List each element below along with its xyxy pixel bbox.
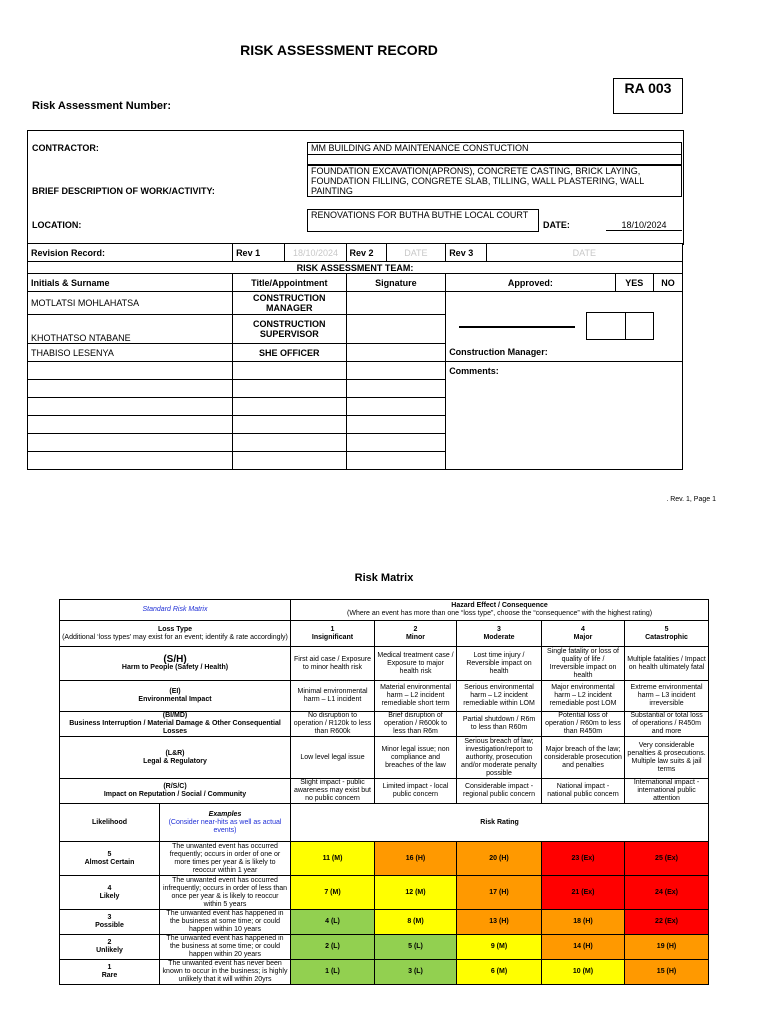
col-approved: Approved: xyxy=(446,274,615,292)
consequence-header xyxy=(542,621,625,647)
loss-type-code: (EI) xyxy=(169,688,181,695)
loss-type-row xyxy=(60,779,709,804)
consequence-description: Limited impact - local public concern xyxy=(375,779,457,804)
approval-signature-line xyxy=(459,326,575,328)
location-label: LOCATION: xyxy=(32,220,82,230)
risk-rating-cell: 5 (L) xyxy=(375,935,457,960)
likelihood-example: The unwanted event has happened in the business at some time; or could happen within 20 years xyxy=(160,935,291,960)
consequence-description: Minimal environmental harm – L1 incident xyxy=(291,681,375,712)
likelihood-row xyxy=(60,935,709,960)
risk-rating-cell: 16 (H) xyxy=(375,842,457,876)
date-field[interactable]: 18/10/2024 xyxy=(606,220,682,231)
risk-rating-cell: 21 (Ex) xyxy=(542,876,625,910)
risk-rating-cell: 1 (L) xyxy=(291,960,375,985)
member-title[interactable]: SHE OFFICER xyxy=(233,344,346,362)
consequence-name: Moderate xyxy=(483,633,515,641)
consequence-description: Potential loss of operation / R60m to less than R450m xyxy=(542,712,625,737)
page-footer: . Rev. 1, Page 1 xyxy=(666,496,716,503)
consequence-description: Major breach of the law; considerable prosecution and penalties xyxy=(542,737,625,779)
approval-cell xyxy=(446,292,683,344)
member-signature[interactable] xyxy=(346,398,446,416)
loss-type-code: (BI/MD) xyxy=(162,712,188,719)
rev2-label: Rev 2 xyxy=(346,244,386,262)
risk-rating-cell: 4 (L) xyxy=(291,910,375,935)
likelihood-num: 1 xyxy=(107,964,112,971)
risk-rating-cell: 13 (H) xyxy=(457,910,542,935)
risk-rating-cell: 3 (L) xyxy=(375,960,457,985)
yes-checkbox[interactable] xyxy=(586,312,626,340)
contractor-field[interactable]: MM BUILDING AND MAINTENANCE CONSTUCTION xyxy=(307,142,682,155)
examples-header xyxy=(160,804,291,842)
member-signature[interactable] xyxy=(346,380,446,398)
loss-type-name: Environmental Impact xyxy=(138,696,212,703)
comments-field[interactable] xyxy=(446,416,683,434)
consequence-description: Very considerable penalties & prosecutions. Multiple law suits & jail terms xyxy=(625,737,709,779)
hazard-subtitle: (Where an event has more than one “loss type”, choose the “consequence” with the highest rating) xyxy=(347,610,653,617)
likelihood-cell xyxy=(60,960,160,985)
member-name[interactable] xyxy=(28,434,233,452)
member-signature[interactable] xyxy=(346,416,446,434)
rev1-date[interactable]: 18/10/2024 xyxy=(285,244,346,262)
loss-type-name: Harm to People (Safety / Health) xyxy=(121,663,229,671)
likelihood-num: 3 xyxy=(107,914,112,921)
col-yes: YES xyxy=(615,274,653,292)
consequence-name: Major xyxy=(573,633,593,641)
team-row xyxy=(28,362,683,380)
member-signature[interactable] xyxy=(346,434,446,452)
consequence-description: Material environmental harm – L2 incident remediable short term xyxy=(375,681,457,712)
likelihood-row xyxy=(60,876,709,910)
consequence-description: Low level legal issue xyxy=(291,737,375,779)
loss-type-code: (S/H) xyxy=(163,653,187,665)
risk-matrix-table xyxy=(59,599,709,985)
risk-rating-cell: 18 (H) xyxy=(542,910,625,935)
risk-rating-cell: 6 (M) xyxy=(457,960,542,985)
likelihood-example: The unwanted event has happened in the business at some time; or could happen within 10 years xyxy=(160,910,291,935)
standard-matrix-label: Standard Risk Matrix xyxy=(60,600,291,621)
risk-rating-cell: 8 (M) xyxy=(375,910,457,935)
hazard-header xyxy=(291,600,709,621)
comments-field[interactable] xyxy=(446,398,683,416)
team-row xyxy=(28,344,683,362)
loss-type-cell xyxy=(60,712,291,737)
member-name[interactable] xyxy=(28,362,233,380)
loss-type-row xyxy=(60,647,709,681)
consequence-num: 4 xyxy=(581,625,585,633)
col-initials: Initials & Surname xyxy=(28,274,233,292)
member-signature[interactable] xyxy=(346,315,446,344)
loss-type-code: (L&R) xyxy=(165,749,185,757)
likelihood-example: The unwanted event has never been known to occur in the business; is highly unlikely that it will within 20yrs xyxy=(160,960,291,985)
risk-matrix-title: Risk Matrix xyxy=(354,572,414,584)
consequence-header xyxy=(625,621,709,647)
risk-rating-header: Risk Rating xyxy=(291,804,709,842)
consequence-header xyxy=(375,621,457,647)
loss-type-cell xyxy=(60,737,291,779)
no-checkbox[interactable] xyxy=(625,312,654,340)
likelihood-row xyxy=(60,960,709,985)
member-name[interactable] xyxy=(28,398,233,416)
consequence-description: Slight impact - public awareness may exist but no public concern xyxy=(291,779,375,804)
likelihood-num: 2 xyxy=(107,939,112,946)
loss-type-cell xyxy=(60,779,291,804)
consequence-description: Extreme environmental harm – L3 incident irreversible xyxy=(625,681,709,712)
risk-rating-cell: 2 (L) xyxy=(291,935,375,960)
consequence-num: 2 xyxy=(413,625,418,633)
consequence-description: Substantial or total loss of operations / R450m and more xyxy=(625,712,709,737)
risk-rating-cell: 9 (M) xyxy=(457,935,542,960)
likelihood-name: Almost Certain xyxy=(84,858,135,866)
page-title: RISK ASSESSMENT RECORD xyxy=(240,42,438,58)
team-table xyxy=(27,243,683,470)
team-title: RISK ASSESSMENT TEAM: xyxy=(28,262,683,274)
col-signature: Signature xyxy=(346,274,446,292)
ra-number-label: Risk Assessment Number: xyxy=(32,100,171,112)
col-no: NO xyxy=(653,274,682,292)
likelihood-name: Possible xyxy=(95,922,124,929)
member-title[interactable] xyxy=(233,362,346,380)
loss-type-cell xyxy=(60,647,291,681)
likelihood-cell xyxy=(60,935,160,960)
consequence-num: 5 xyxy=(664,625,669,633)
loss-type-row xyxy=(60,712,709,737)
risk-rating-cell: 11 (M) xyxy=(291,842,375,876)
consequence-description: Brief disruption of operation / R600k to less than R6m xyxy=(375,712,457,737)
consequence-description: Serious breach of law; investigation/report to authority, prosecution and/or moderate penalty possible xyxy=(457,737,542,779)
consequence-name: Minor xyxy=(405,633,426,641)
rev2-date[interactable]: DATE xyxy=(386,244,446,262)
consequence-description: First aid case / Exposure to minor health risk xyxy=(291,647,375,681)
consequence-description: Medical treatment case / Exposure to major health risk xyxy=(375,647,457,681)
member-title[interactable] xyxy=(233,380,346,398)
likelihood-cell xyxy=(60,876,160,910)
risk-rating-cell: 23 (Ex) xyxy=(542,842,625,876)
col-title: Title/Appointment xyxy=(233,274,346,292)
ra-number-box: RA 003 xyxy=(613,78,683,114)
date-label: DATE: xyxy=(543,220,570,230)
risk-rating-cell: 22 (Ex) xyxy=(625,910,709,935)
comments-label: Comments: xyxy=(446,362,683,380)
likelihood-name: Rare xyxy=(101,972,118,979)
loss-type-row xyxy=(60,681,709,712)
member-name[interactable] xyxy=(28,452,233,470)
rev3-date[interactable]: DATE xyxy=(486,244,682,262)
member-name[interactable]: MOTLATSI MOHLAHATSA xyxy=(28,292,233,315)
revision-label: Revision Record: xyxy=(28,244,233,262)
consequence-description: Major environmental harm – L2 incident remediable post LOM xyxy=(542,681,625,712)
consequence-description: No disruption to operation / R120k to less than R600k xyxy=(291,712,375,737)
risk-rating-cell: 7 (M) xyxy=(291,876,375,910)
consequence-description: Partial shutdown / R6m to less than R60m xyxy=(457,712,542,737)
likelihood-cell xyxy=(60,910,160,935)
examples-title: Examples xyxy=(208,810,242,818)
rev1-label: Rev 1 xyxy=(233,244,285,262)
consequence-num: 1 xyxy=(330,625,335,633)
comments-field[interactable] xyxy=(446,380,683,398)
member-title[interactable] xyxy=(233,416,346,434)
member-signature[interactable] xyxy=(346,292,446,315)
member-title[interactable] xyxy=(233,434,346,452)
consequence-description: Single fatality or loss of quality of life / Irreversible impact on health xyxy=(542,647,625,681)
member-signature[interactable] xyxy=(346,344,446,362)
consequence-header xyxy=(457,621,542,647)
consequence-description: Minor legal issue; non compliance and breaches of the law xyxy=(375,737,457,779)
member-signature[interactable] xyxy=(346,362,446,380)
loss-type-title: Loss Type xyxy=(157,625,193,633)
consequence-description: International impact - international public attention xyxy=(625,779,709,804)
member-name[interactable] xyxy=(28,380,233,398)
team-header-row xyxy=(28,274,683,292)
likelihood-name: Likely xyxy=(99,892,120,900)
loss-type-header xyxy=(60,621,291,647)
team-row xyxy=(28,292,683,315)
member-signature[interactable] xyxy=(346,452,446,470)
likelihood-row xyxy=(60,842,709,876)
manager-label: Construction Manager: xyxy=(446,344,683,362)
risk-rating-cell: 19 (H) xyxy=(625,935,709,960)
member-title[interactable]: CONSTRUCTION SUPERVISOR xyxy=(233,315,346,344)
member-name[interactable] xyxy=(28,416,233,434)
likelihood-cell xyxy=(60,842,160,876)
loss-type-name: Legal & Regulatory xyxy=(143,757,207,765)
contractor-field-spacer xyxy=(307,154,682,165)
member-name[interactable]: THABISO LESENYA xyxy=(28,344,233,362)
comments-field[interactable] xyxy=(446,452,683,470)
member-title[interactable] xyxy=(233,452,346,470)
consequence-description: Considerable impact - regional public concern xyxy=(457,779,542,804)
hazard-title: Hazard Effect / Consequence xyxy=(451,602,548,609)
member-title[interactable]: CONSTRUCTION MANAGER xyxy=(233,292,346,315)
consequence-header xyxy=(291,621,375,647)
risk-rating-cell: 24 (Ex) xyxy=(625,876,709,910)
loss-type-code: (R/S/C) xyxy=(163,783,187,790)
likelihood-num: 5 xyxy=(107,850,112,858)
loss-type-cell xyxy=(60,681,291,712)
loss-type-name: Impact on Reputation / Social / Community xyxy=(103,791,247,798)
consequence-description: Multiple fatalities / Impact on health ultimately fatal xyxy=(625,647,709,681)
examples-subtitle: (Consider near-hits as well as actual events) xyxy=(168,818,282,834)
contractor-label: CONTRACTOR: xyxy=(32,143,99,153)
risk-rating-cell: 17 (H) xyxy=(457,876,542,910)
risk-rating-cell: 15 (H) xyxy=(625,960,709,985)
consequence-num: 3 xyxy=(497,625,501,633)
risk-rating-cell: 14 (H) xyxy=(542,935,625,960)
member-title[interactable] xyxy=(233,398,346,416)
risk-rating-cell: 12 (M) xyxy=(375,876,457,910)
rev3-label: Rev 3 xyxy=(446,244,486,262)
likelihood-example: The unwanted event has occurred frequently; occurs in order of one or more times per year & is likely to reoccur within 1 year xyxy=(160,842,291,876)
risk-rating-cell: 25 (Ex) xyxy=(625,842,709,876)
likelihood-header: Likelihood xyxy=(60,804,160,842)
likelihood-name: Unlikely xyxy=(96,947,123,954)
likelihood-example: The unwanted event has occurred infrequently; occurs in order of less than once per year & is likely to reoccur within 5 years xyxy=(160,876,291,910)
loss-type-row xyxy=(60,737,709,779)
consequence-description: National impact - national public concern xyxy=(542,779,625,804)
consequence-description: Lost time injury / Reversible impact on health xyxy=(457,647,542,681)
risk-rating-cell: 10 (M) xyxy=(542,960,625,985)
likelihood-row xyxy=(60,910,709,935)
location-field[interactable]: RENOVATIONS FOR BUTHA BUTHE LOCAL COURT xyxy=(307,209,539,232)
loss-type-name: Business Interruption / Material Damage & Other Consequential Losses xyxy=(69,720,281,735)
loss-type-subtitle: (Additional ‘loss types’ may exist for an event; identify & rate accordingly) xyxy=(62,633,288,641)
revision-row xyxy=(28,244,683,262)
work-description-field[interactable]: FOUNDATION EXCAVATION(APRONS), CONCRETE CASTING, BRICK LAYING, FOUNDATION FILLING, CONGRETE SLAB, TILLING, WALL PLASTERING, WALL PAINTING xyxy=(307,165,682,197)
consequence-name: Insignificant xyxy=(311,633,354,641)
work-description-label: BRIEF DESCRIPTION OF WORK/ACTIVITY: xyxy=(32,186,215,196)
consequence-name: Catastrophic xyxy=(645,633,688,641)
member-name[interactable]: KHOTHATSO NTABANE xyxy=(28,315,233,344)
likelihood-num: 4 xyxy=(107,884,112,892)
consequence-description: Serious environmental harm – L2 incident remediable within LOM xyxy=(457,681,542,712)
risk-rating-cell: 20 (H) xyxy=(457,842,542,876)
comments-field[interactable] xyxy=(446,434,683,452)
